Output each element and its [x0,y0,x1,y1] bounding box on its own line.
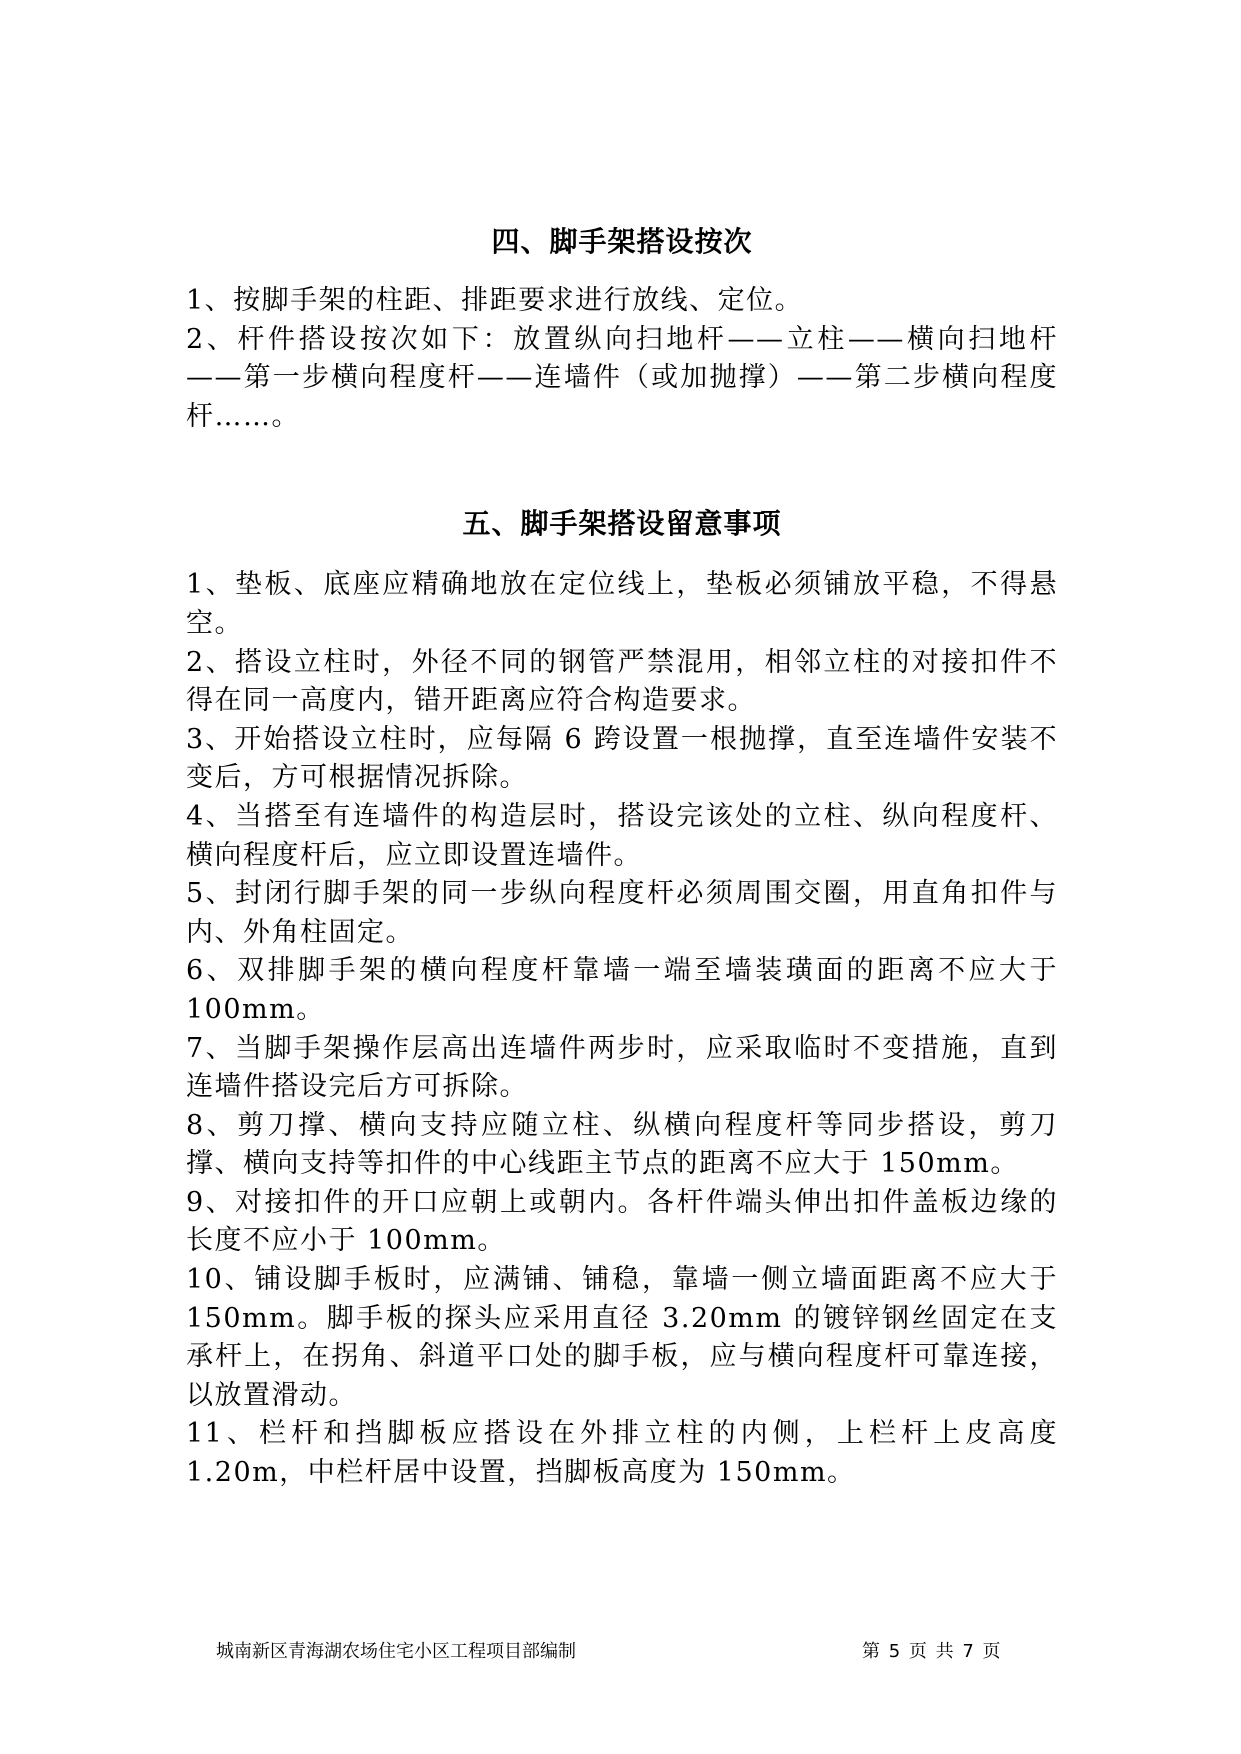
section-5-item: 3、开始搭设立柱时，应每隔 6 跨设置一根抛撑，直至连墙件安装不变后，方可根据情况拆除。 [186,723,1058,794]
section-5-item: 7、当脚手架操作层高出连墙件两步时，应采取临时不变措施，直到连墙件搭设完后方可拆除。 [186,1032,1058,1103]
section-4-title: 四、脚手架搭设按次 [491,225,753,258]
section-5-item: 2、搭设立柱时，外径不同的钢管严禁混用，相邻立柱的对接扣件不得在同一高度内，错开距离应符合构造要求。 [186,646,1058,717]
section-4-item: 1、按脚手架的柱距、排距要求进行放线、定位。 [186,285,804,316]
section-5-item: 1、垫板、底座应精确地放在定位线上，垫板必须铺放平稳，不得悬空。 [186,569,1058,639]
section-5-item: 6、双排脚手架的横向程度杆靠墙一端至墙装璜面的距离不应大于 100mm。 [186,955,1058,1025]
section-5-item: 11、栏杆和挡脚板应搭设在外排立柱的内侧，上栏杆上皮高度 1.20m，中栏杆居中设置，挡脚板高度为 150mm。 [186,1418,1058,1489]
section-4-item: 2、杆件搭设按次如下：放置纵向扫地杆——立柱——横向扫地杆——第一步横向程度杆——连墙件（或加抛撑）——第二步横向程度杆……。 [186,323,1058,432]
page-content [186,222,1058,1493]
footer-organization: 城南新区青海湖农场住宅小区工程项目部编制 [216,1641,576,1662]
section-5-title: 五、脚手架搭设留意事项 [462,507,782,541]
section-5-item: 4、当搭至有连墙件的构造层时，搭设完该处的立柱、纵向程度杆、横向程度杆后，应立即设置连墙件。 [186,800,1058,871]
section-5-body [186,566,1058,1492]
section-5-item: 10、铺设脚手板时，应满铺、铺稳，靠墙一侧立墙面距离不应大于 150mm。脚手板的探头应采用直径 3.20mm 的镀锌钢丝固定在支承杆上，在拐角、斜道平口处的脚手板，应与横向程度杆可靠连接，以放置滑动。 [186,1264,1058,1411]
section-5-item: 9、对接扣件的开口应朝上或朝内。各杆件端头伸出扣件盖板边缘的长度不应小于 100mm。 [186,1186,1058,1257]
section-5-item: 8、剪刀撑、横向支持应随立柱、纵横向程度杆等同步搭设，剪刀撑、横向支持等扣件的中心线距主节点的距离不应大于 150mm。 [186,1109,1058,1180]
section-4-body [186,282,1058,436]
footer-page-number: 第 5 页 共 7 页 [862,1641,1001,1662]
section-5-item: 5、封闭行脚手架的同一步纵向程度杆必须周围交圈，用直角扣件与内、外角柱固定。 [186,878,1058,948]
